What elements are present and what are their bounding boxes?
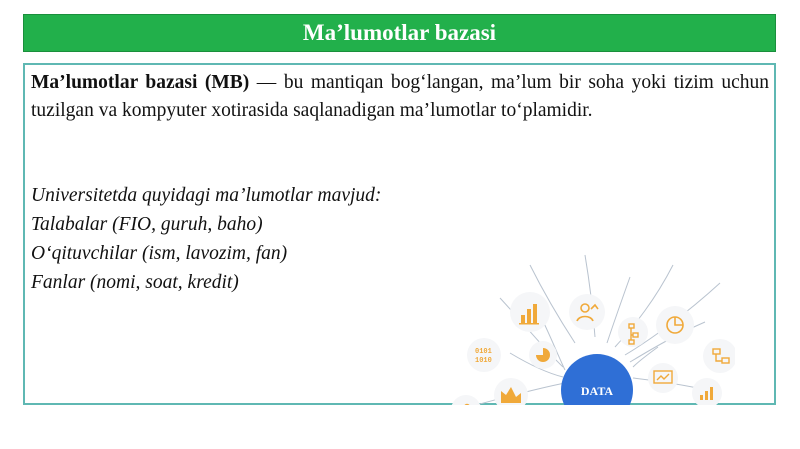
- example-heading: Universitetda quyidagi ma’lumotlar mavjud:: [31, 185, 382, 206]
- slide-title: Ma’lumotlar bazasi: [302, 20, 497, 45]
- example-item-teachers: O‘qituvchilar (ism, lavozim, fan): [31, 243, 288, 264]
- content-box: [23, 63, 776, 405]
- data-illustration: [435, 225, 735, 405]
- binary-icon: [475, 348, 492, 365]
- definition-text: — bu mantiqan bog‘langan, ma’lum bir soha yoki tizim uchun tuzilgan va kompyuter xotirasida saqlanadigan ma’lumotlar to‘plamidir.: [31, 72, 769, 121]
- hub-label: DATA: [580, 384, 614, 398]
- title-bar: [23, 14, 776, 52]
- example-list: [31, 181, 381, 297]
- svg-text:0101: 0101: [475, 348, 492, 356]
- data-network-graphic: [435, 225, 735, 405]
- svg-text:1010: 1010: [475, 357, 492, 365]
- example-item-subjects: Fanlar (nomi, soat, kredit): [31, 272, 239, 293]
- definition-paragraph: [31, 69, 769, 125]
- example-item-students: Talabalar (FIO, guruh, baho): [31, 214, 263, 235]
- definition-term: Ma’lumotlar bazasi (MB): [31, 72, 250, 93]
